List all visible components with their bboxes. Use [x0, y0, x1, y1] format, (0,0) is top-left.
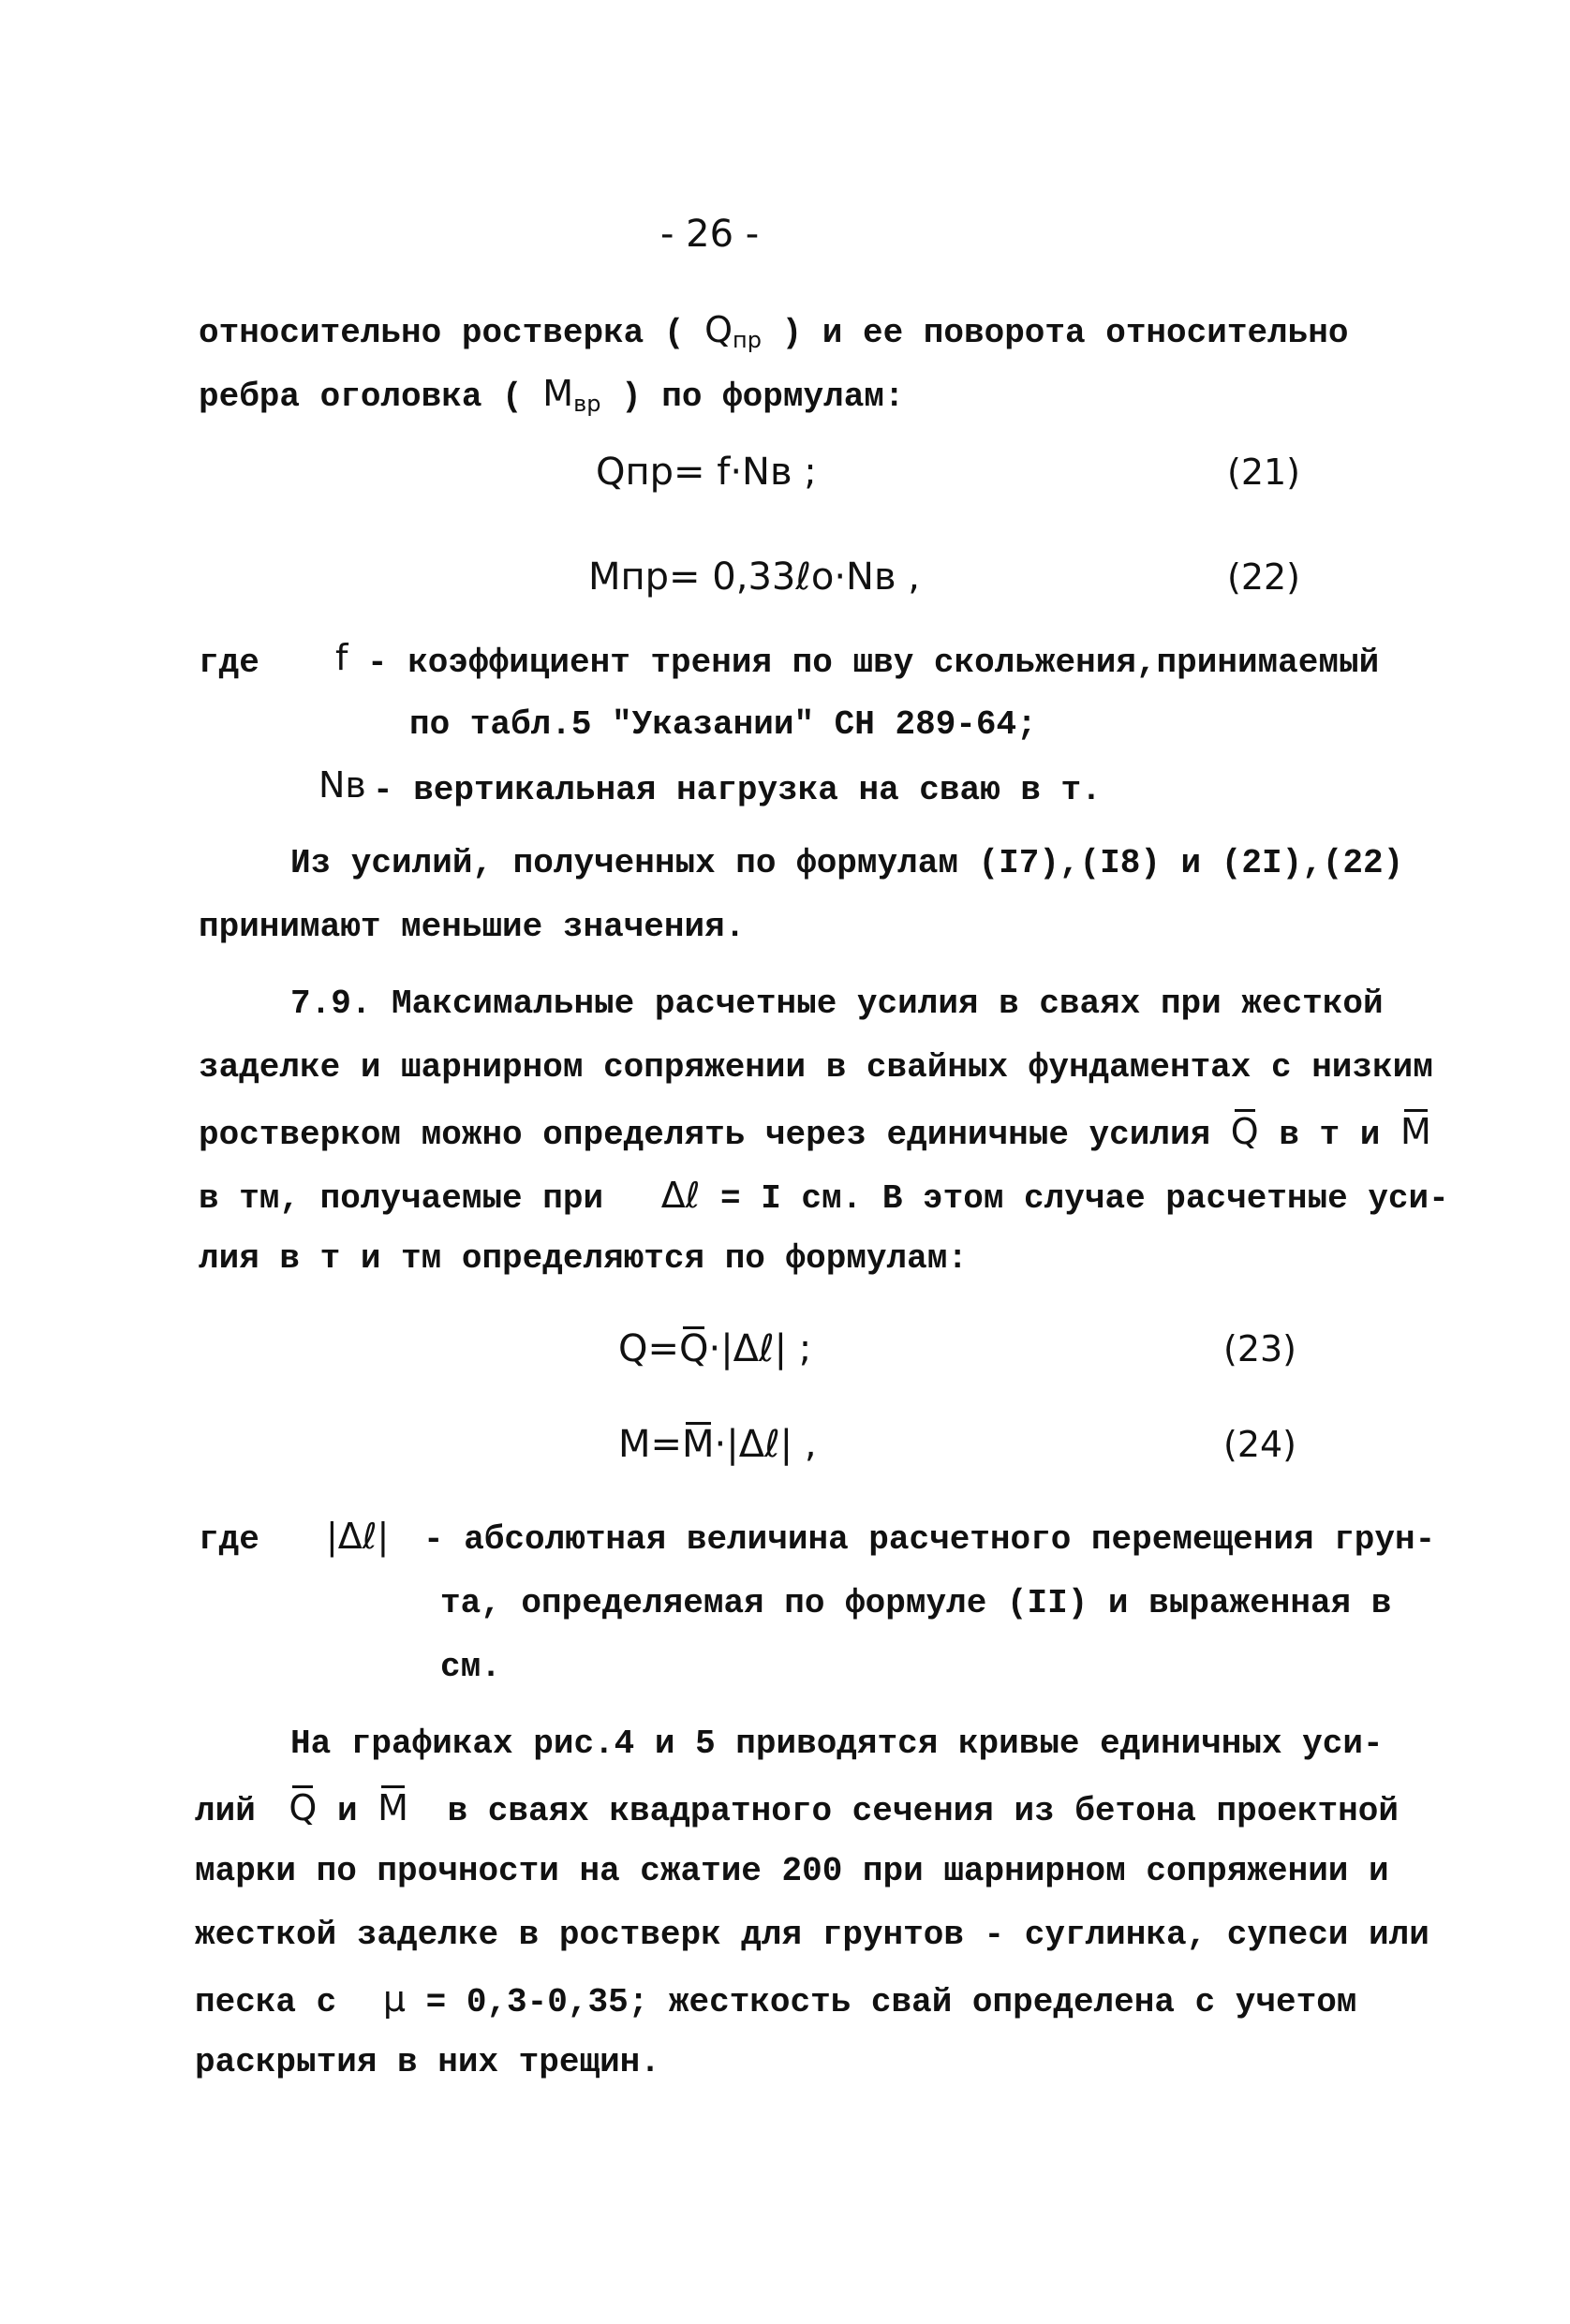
para3-line1: 7.9. Максимальные расчетные усилия в сваях при жесткой — [290, 984, 1384, 1023]
para4-line4: жесткой заделке в ростверк для грунтов - суглинка, супеси или — [195, 1916, 1429, 1954]
definition-delta-line2: та, определяемая по формуле (II) и выраженная в — [440, 1584, 1392, 1622]
definition-f-line1: - коэффициент трения по шву скольжения,принимаемый — [367, 644, 1380, 682]
where-label-1: где — [199, 644, 259, 682]
para4-line2: лий Q и M в сваях квадратного сечения из бетона проектной — [195, 1787, 1399, 1830]
para3-line5: лия в т и тм определяются по формулам: — [199, 1239, 968, 1278]
symbol-m-vr: $M_{вр}$ — [542, 373, 601, 417]
equation-22: Mпр= 0,33ℓo·Nв , — [588, 555, 920, 599]
para4-line1: На графиках рис.4 и 5 приводятся кривые единичных уси- — [290, 1724, 1384, 1763]
para1-line1: относительно ростверка ( $Q_{пр}$ ) и ее поворота относительно — [199, 309, 1349, 353]
symbol-q-bar: Q — [1230, 1111, 1259, 1152]
para4-line5: песка с μ = 0,3-0,35; жесткость свай определена с учетом — [195, 1978, 1357, 2021]
para4-line6: раскрытия в них трещин. — [195, 2043, 660, 2081]
equation-23-number: (23) — [1223, 1328, 1297, 1369]
definition-nv: - вертикальная нагрузка на сваю в т. — [373, 771, 1102, 809]
definition-f-line2: по табл.5 "Указании" СН 289-64; — [409, 705, 1037, 744]
symbol-mu: μ — [382, 1978, 407, 2020]
symbol-f: f — [335, 637, 348, 678]
symbol-m-bar-2: M — [378, 1787, 408, 1828]
equation-24-number: (24) — [1223, 1424, 1297, 1465]
equation-21-number: (21) — [1227, 451, 1301, 493]
para2-line1: Из усилий, полученных по формулам (I7),(I8) и (2I),(22) — [290, 844, 1404, 882]
para3-line2: заделке и шарнирном сопряжении в свайных фундаментах с низким — [199, 1048, 1433, 1087]
para3-line3: ростверком можно определять через единичные усилия Q в т и M — [199, 1111, 1431, 1154]
para2-line2: принимают меньшие значения. — [199, 908, 746, 946]
para3-line4: в тм, получаемые при Δℓ = I см. В этом случае расчетные уси- — [199, 1175, 1449, 1218]
symbol-nv: Nв — [318, 764, 366, 806]
para4-line3: марки по прочности на сжатие 200 при шарнирном сопряжении и — [195, 1852, 1389, 1890]
page-number: - 26 - — [660, 213, 760, 256]
equation-22-number: (22) — [1227, 556, 1301, 598]
symbol-m-bar: M — [1400, 1111, 1431, 1152]
symbol-q-pr: $Q_{пр}$ — [704, 309, 762, 353]
para1-line2: ребра оголовка ( $M_{вр}$ ) по формулам: — [199, 373, 905, 417]
equation-23: Q=Q·|Δℓ| ; — [618, 1327, 812, 1370]
equation-24: M=M·|Δℓ| , — [618, 1423, 817, 1466]
definition-delta-line1: - абсолютная величина расчетного перемещения грун- — [423, 1520, 1436, 1559]
symbol-q-bar-2: Q — [289, 1787, 318, 1828]
where-label-2: где — [199, 1520, 259, 1559]
symbol-delta-l: Δℓ — [660, 1175, 701, 1216]
symbol-abs-delta-l: |Δℓ| — [326, 1516, 390, 1557]
equation-21: Qпр= f·Nв ; — [596, 451, 817, 494]
definition-delta-line3: см. — [440, 1648, 501, 1686]
